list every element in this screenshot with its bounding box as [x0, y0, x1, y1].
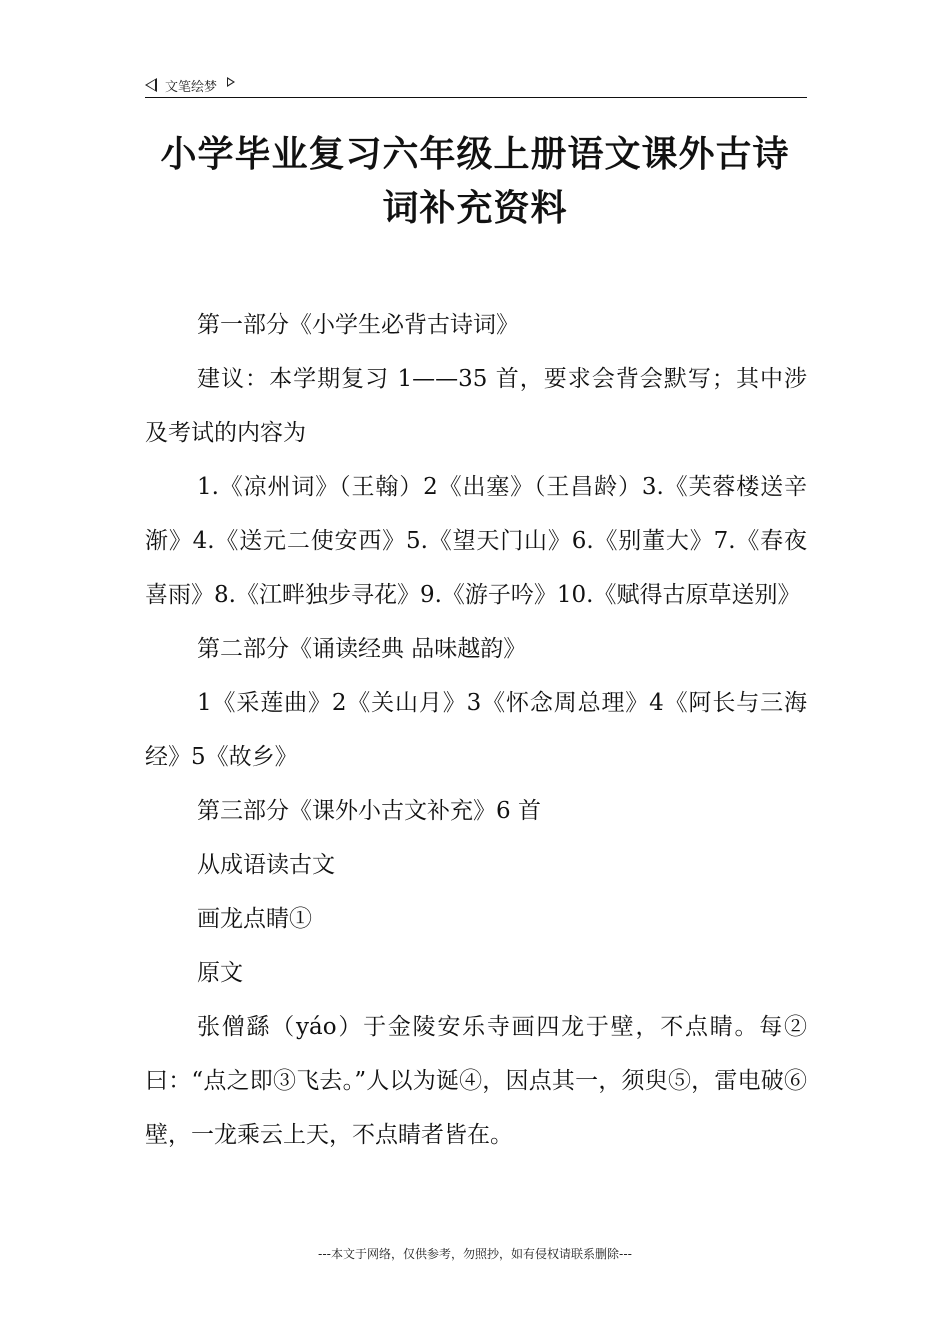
page-footer: ---本文于网络，仅供参考，勿照抄，如有侵权请联系删除--- — [318, 1247, 632, 1261]
document-title — [130, 128, 820, 236]
original-text-label: 原文 — [197, 960, 243, 986]
poem-list-1: 1.《凉州词》（王翰）2《出塞》（王昌龄）3.《芙蓉楼送辛渐》4.《送元二使安西》5.《望天门山》6.《别董大》7.《春夜喜雨》8.《江畔独步寻花》9.《游子吟》10.《赋得古原草送别》 — [145, 474, 807, 608]
triangle-left-icon — [145, 78, 157, 92]
title-line-2: 词补充资料 — [382, 188, 568, 229]
story-title: 画龙点睛① — [197, 906, 312, 932]
poem-list-2: 1《采莲曲》2《关山月》3《怀念周总理》4《阿长与三海经》5《故乡》 — [145, 690, 807, 770]
title-line-1: 小学毕业复习六年级上册语文课外古诗 — [160, 134, 790, 175]
section-heading-1: 第一部分《小学生必背古诗词》 — [197, 312, 519, 338]
original-text: 张僧繇（yáo）于金陵安乐寺画四龙于壁，不点睛。每②曰：“点之即③飞去。”人以为诞④，因点其一，须臾⑤，雷电破⑥壁，一龙乘云上天，不点睛者皆在。 — [145, 1014, 807, 1148]
triangle-right-icon — [227, 77, 235, 87]
section-heading-2: 第二部分《诵读经典 品味越韵》 — [197, 636, 527, 662]
page-header — [145, 72, 807, 98]
header-brand: 文笔绘梦 — [165, 79, 218, 95]
paragraph-suggestion: 建议：本学期复习 1——35 首，要求会背会默写；其中涉及考试的内容为 — [145, 366, 807, 446]
document-body — [145, 298, 807, 1162]
section-heading-3: 第三部分《课外小古文补充》6 首 — [197, 798, 541, 824]
subheading-idiom: 从成语读古文 — [197, 852, 335, 878]
header-divider — [145, 97, 807, 98]
